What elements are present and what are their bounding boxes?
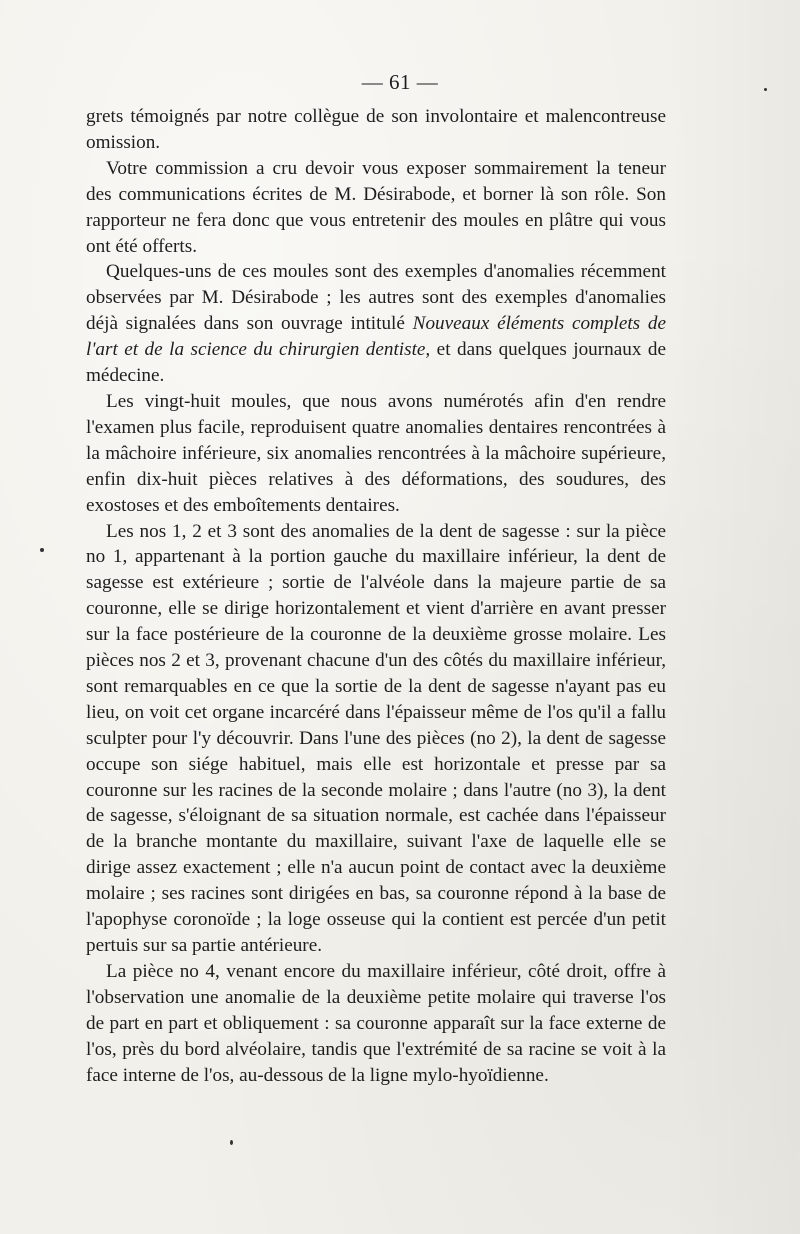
page-edge-shading: [670, 0, 800, 1234]
paragraph-moules-start: Quelques-uns de ces moules sont des exemples d'anomalies récemment observées par M. Désirabode ; les autres sont des exemples d'anomalies déjà signalées dans son ouvrage intitulé: [86, 261, 666, 335]
paragraph-commission: Votre commission a cru devoir vous exposer sommairement la teneur des communications écrites de M. Désirabode, et borner là son rôle. Son rapporteur ne fera donc que vous entretenir des moules en plâtre qui vous ont été offerts.: [86, 157, 666, 257]
book-title: Nouveaux éléments complets de l'art et de la science du chirurgien dentiste,: [86, 313, 666, 361]
paragraph-continuation: grets témoignés par notre collègue de son involontaire et malencontreuse omission.: [86, 106, 666, 153]
paragraph-pieces-1-3: Les nos 1, 2 et 3 sont des anomalies de la dent de sagesse : sur la pièce no 1, appartenant à la portion gauche du maxillaire inférieur, la dent de sagesse est extérieure ; sortie de l'alvéole dans la majeure partie de sa couronne, elle se dirige horizontalement et vient d'arrière en avant presser sur la face postérieure de la couronne de la deuxième grosse molaire. Les pièces nos 2 et 3, provenant chacune d'un des côtés du maxillaire inférieur, sont remarquables en ce que la sortie de la dent de sagesse n'ayant pas eu lieu, on voit cet organe incarcéré dans l'épaisseur même de l'os qu'il a fallu sculpter pour l'y découvrir. Dans l'une des pièces (no 2), la dent de sagesse occupe son siége habituel, mais elle est horizontale et presse par sa couronne sur les racines de la seconde molaire ; dans l'autre (no 3), la dent de sagesse, s'éloignant de sa situation normale, est cachée dans l'épaisseur de la branche montante du maxillaire, suivant l'axe de laquelle elle se dirige assez exactement ; elle n'a aucun point de contact avec la deuxième molaire ; ses racines sont dirigées en bas, sa couronne répond à la base de l'apophyse coronoïde ; la loge osseuse qui la contient est percée d'un petit pertuis sur sa partie antérieure.: [86, 520, 666, 956]
paragraph-vingt-huit: Les vingt-huit moules, que nous avons numérotés afin d'en rendre l'examen plus facile, reproduisent quatre anomalies dentaires rencontrées à la mâchoire inférieure, six anomalies rencontrées à la mâchoire supérieure, enfin dix-huit pièces relatives à des déformations, des soudures, des exostoses et des emboîtements dentaires.: [86, 390, 666, 516]
paragraph-moules-end: et dans quelques journaux de médecine.: [86, 339, 666, 387]
ink-speck: [230, 1140, 233, 1145]
paragraph-moules: [86, 259, 666, 389]
page-number: — 61 —: [361, 70, 439, 94]
paragraph-piece-4: La pièce no 4, venant encore du maxillaire inférieur, côté droit, offre à l'observation une anomalie de la deuxième petite molaire qui traverse l'os de part en part et obliquement : sa couronne apparaît sur la face externe de l'os, près du bord alvéolaire, tandis que l'extrémité de sa racine se voit à la face interne de l'os, au-dessous de la ligne mylo-hyoïdienne.: [86, 960, 666, 1086]
ink-speck: [764, 88, 767, 91]
body-text: [86, 104, 666, 1088]
ink-speck: [40, 548, 44, 552]
